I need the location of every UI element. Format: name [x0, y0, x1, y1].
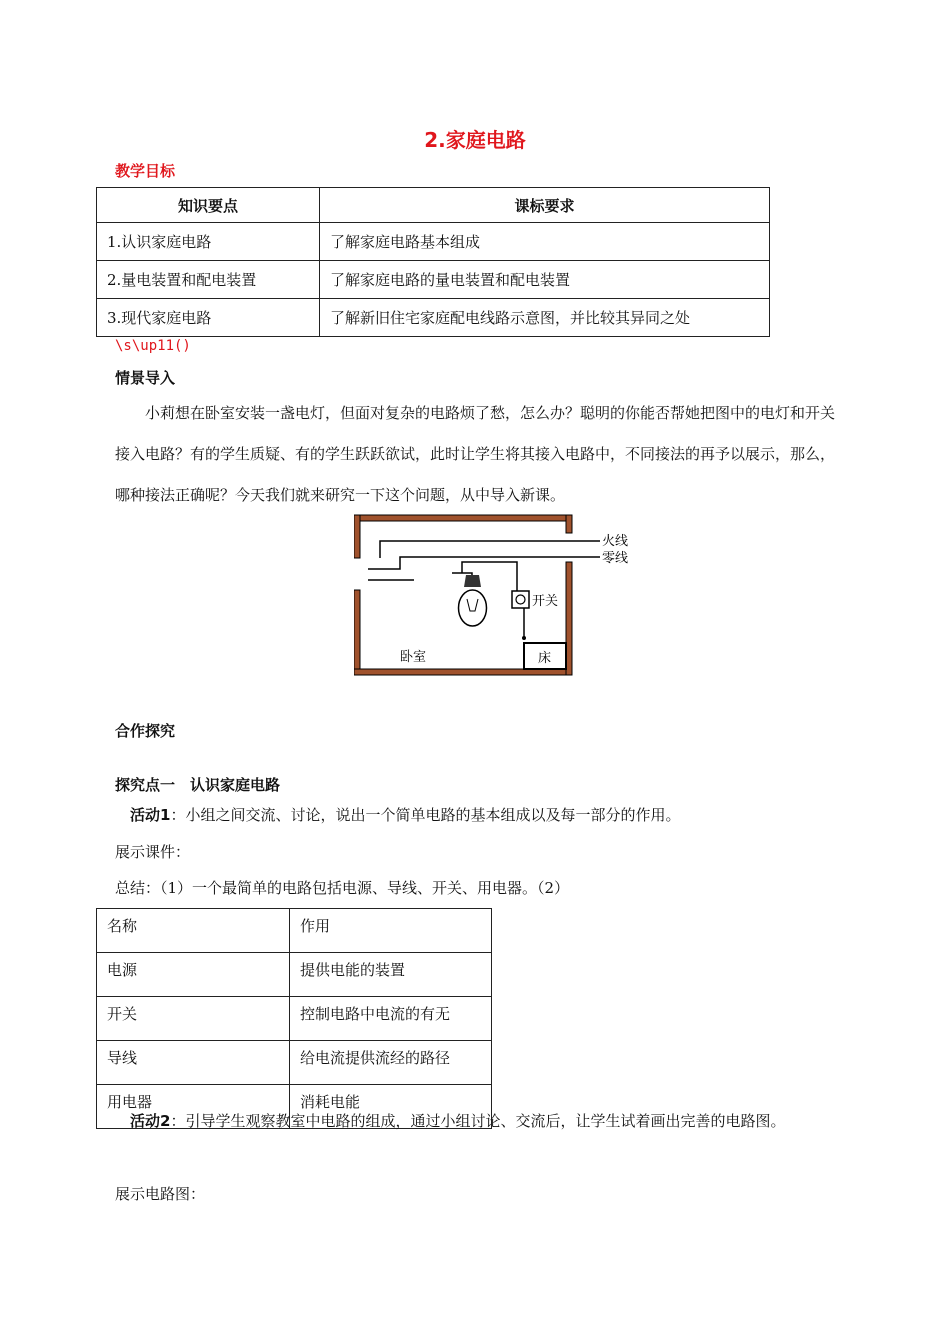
field-code-text: \s\up11()	[115, 338, 191, 354]
table-cell: 提供电能的装置	[290, 953, 492, 997]
explore-point-heading: 探究点一 认识家庭电路	[115, 776, 281, 794]
activity1-label: 活动1	[130, 806, 171, 824]
room-label: 卧室	[400, 650, 427, 665]
bed-label: 床	[538, 651, 552, 666]
table-cell: 作用	[290, 909, 492, 953]
bulb-icon	[459, 575, 487, 626]
page-title: 2.家庭电路	[424, 128, 526, 152]
activity1-line	[130, 804, 680, 825]
table-cell: 2.量电装置和配电装置	[97, 261, 320, 299]
table-cell: 给电流提供流经的路径	[290, 1041, 492, 1085]
table-cell: 了解家庭电路基本组成	[320, 223, 770, 261]
switch-label: 开关	[532, 594, 559, 609]
neutral-wire	[368, 557, 600, 569]
table-cell: 开关	[97, 997, 290, 1041]
table-cell: 了解新旧住宅家庭配电线路示意图，并比较其异同之处	[320, 299, 770, 337]
bedroom-circuit-figure	[354, 512, 634, 678]
activity2-label: 活动2	[130, 1112, 171, 1130]
activity2-text: ：引导学生观察教室中电路的组成，通过小组讨论、交流后，让学生试着画出完善的电路图。	[170, 1112, 786, 1130]
column-header: 知识要点	[97, 188, 320, 223]
table-row	[97, 223, 770, 261]
neutral-wire-label: 零线	[602, 551, 629, 566]
live-wire-label: 火线	[602, 534, 629, 549]
show-courseware-line: 展示课件：	[115, 843, 191, 861]
table-row	[97, 909, 492, 953]
table-cell: 了解家庭电路的量电装置和配电装置	[320, 261, 770, 299]
table-cell: 控制电路中电流的有无	[290, 997, 492, 1041]
activity1-text: ：小组之间交流、讨论，说出一个简单电路的基本组成以及每一部分的作用。	[170, 806, 681, 824]
live-wire	[380, 541, 600, 558]
column-header: 课标要求	[320, 188, 770, 223]
table-cell: 3.现代家庭电路	[97, 299, 320, 337]
explore-heading: 合作探究	[115, 722, 176, 740]
show-circuit-line: 展示电路图：	[115, 1185, 206, 1203]
table-row	[97, 299, 770, 337]
wires	[368, 541, 600, 638]
table-row	[97, 953, 492, 997]
table-cell: 导线	[97, 1041, 290, 1085]
intro-paragraph: 小莉想在卧室安装一盏电灯，但面对复杂的电路烦了愁，怎么办？聪明的你能否帮她把图中的电灯和开关接入电路？有的学生质疑、有的学生跃跃欲试，此时让学生将其接入电路中，不同接法的再予以展示，那么，哪种接法正确呢？今天我们就来研究一下这个问题，从中导入新课。	[115, 404, 836, 504]
switch-icon	[512, 591, 529, 640]
activity2-paragraph	[115, 1100, 837, 1142]
summary-line: 总结：（1）一个最简单的电路包括电源、导线、开关、用电器。（2）	[115, 879, 570, 897]
table-cell: 用电器	[97, 1085, 290, 1129]
table-row	[97, 1041, 492, 1085]
table-cell: 消耗电能	[290, 1085, 492, 1129]
table-cell: 电源	[97, 953, 290, 997]
table-row	[97, 997, 492, 1041]
table-cell: 名称	[97, 909, 290, 953]
intro-heading: 情景导入	[115, 369, 176, 387]
objectives-table	[96, 187, 770, 337]
table-header-row	[97, 188, 770, 223]
table-cell: 1.认识家庭电路	[97, 223, 320, 261]
objectives-heading: 教学目标	[115, 162, 176, 180]
components-table	[96, 908, 492, 1129]
table-row	[97, 261, 770, 299]
